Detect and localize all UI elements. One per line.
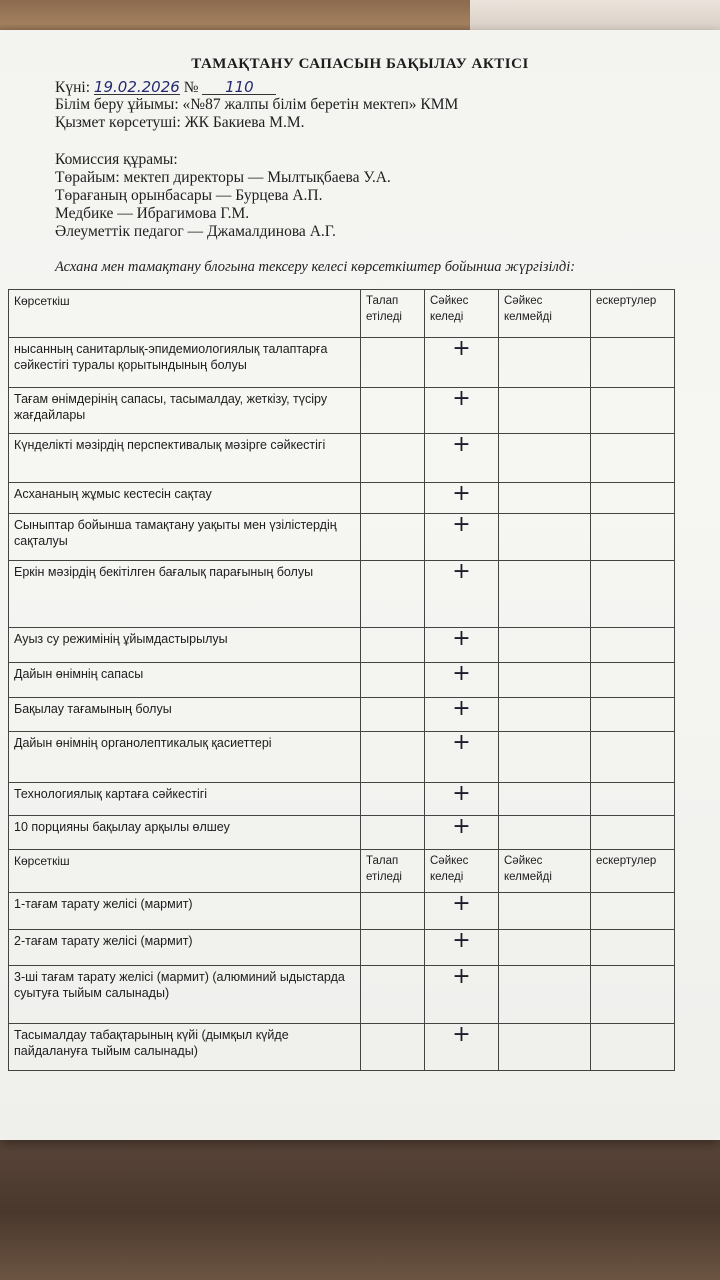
check-mark: + — [425, 816, 499, 850]
table-row — [9, 663, 675, 698]
indicator-label: Күнделікті мәзірдің перспективалық мәзірге сәйкестігі — [9, 434, 361, 483]
not-complies-cell — [499, 893, 591, 930]
notes-cell — [591, 628, 675, 663]
table-row — [9, 732, 675, 783]
required-cell — [361, 783, 425, 816]
not-complies-cell — [499, 338, 591, 388]
table-row — [9, 893, 675, 930]
table-row — [9, 434, 675, 483]
required-cell — [361, 434, 425, 483]
indicator-label: Бақылау тағамының болуы — [9, 698, 361, 732]
required-cell — [361, 483, 425, 514]
header-not-complies: Сәйкес келмейді — [499, 290, 591, 338]
indicator-label: 3-ші тағам тарату желісі (мармит) (алюминий ыдыстарда суытуға тыйым салынады) — [9, 966, 361, 1024]
notes-cell — [591, 514, 675, 561]
check-mark: + — [425, 930, 499, 966]
document-title: ТАМАҚТАНУ САПАСЫН БАҚЫЛАУ АКТІСІ — [191, 56, 529, 72]
not-complies-cell — [499, 663, 591, 698]
table-row — [9, 561, 675, 628]
notes-cell — [591, 663, 675, 698]
date-line — [55, 79, 276, 97]
commission-heading: Комиссия құрамы: — [55, 151, 178, 168]
indicator-label: 10 порцияны бақылау арқылы өлшеу — [9, 816, 361, 850]
table-row — [9, 628, 675, 663]
check-mark: + — [425, 732, 499, 783]
header-not-complies: Сәйкес келмейді — [499, 850, 591, 893]
required-cell — [361, 561, 425, 628]
header-complies: Сәйкес келеді — [425, 850, 499, 893]
header-indicator: Көрсеткіш — [9, 290, 361, 338]
notes-cell — [591, 816, 675, 850]
notes-cell — [591, 388, 675, 434]
header-notes: ескертулер — [591, 290, 675, 338]
check-mark: + — [425, 338, 499, 388]
required-cell — [361, 338, 425, 388]
table-row — [9, 514, 675, 561]
commission-member: Төрағаның орынбасары — Бурцева А.П. — [55, 187, 323, 204]
table-header-row — [9, 850, 675, 893]
required-cell — [361, 930, 425, 966]
check-mark: + — [425, 698, 499, 732]
required-cell — [361, 1024, 425, 1071]
required-cell — [361, 388, 425, 434]
check-mark: + — [425, 388, 499, 434]
table-row — [9, 816, 675, 850]
table-row — [9, 338, 675, 388]
commission-member: Төрайым: мектеп директоры — Мылтықбаева У.А. — [55, 169, 391, 186]
check-mark: + — [425, 561, 499, 628]
notes-cell — [591, 966, 675, 1024]
indicator-label: Сыныптар бойынша тамақтану уақыты мен үзілістердің сақталуы — [9, 514, 361, 561]
indicator-label: Ауыз су режимінің ұйымдастырылуы — [9, 628, 361, 663]
required-cell — [361, 732, 425, 783]
table-row — [9, 783, 675, 816]
required-cell — [361, 628, 425, 663]
indicator-label: Тағам өнімдерінің сапасы, тасымалдау, жеткізу, түсіру жағдайлары — [9, 388, 361, 434]
number-label: № — [183, 79, 199, 96]
commission-member: Әлеуметтік педагог — Джамалдинова А.Г. — [55, 223, 336, 240]
notes-cell — [591, 338, 675, 388]
not-complies-cell — [499, 483, 591, 514]
check-mark: + — [425, 966, 499, 1024]
indicator-label: Дайын өнімнің сапасы — [9, 663, 361, 698]
notes-cell — [591, 698, 675, 732]
table-row — [9, 966, 675, 1024]
background-desk-bottom — [0, 1130, 720, 1280]
required-cell — [361, 698, 425, 732]
date-label: Күні: — [55, 79, 90, 96]
notes-cell — [591, 434, 675, 483]
not-complies-cell — [499, 434, 591, 483]
indicator-label: Дайын өнімнің органолептикалық қасиеттері — [9, 732, 361, 783]
not-complies-cell — [499, 966, 591, 1024]
indicator-label: 2-тағам тарату желісі (мармит) — [9, 930, 361, 966]
notes-cell — [591, 1024, 675, 1071]
table-row — [9, 483, 675, 514]
check-mark: + — [425, 434, 499, 483]
check-mark: + — [425, 628, 499, 663]
not-complies-cell — [499, 388, 591, 434]
not-complies-cell — [499, 628, 591, 663]
check-mark: + — [425, 663, 499, 698]
table-row — [9, 1024, 675, 1071]
check-mark: + — [425, 483, 499, 514]
not-complies-cell — [499, 930, 591, 966]
not-complies-cell — [499, 816, 591, 850]
table-row — [9, 388, 675, 434]
inspection-intro: Асхана мен тамақтану блогына тексеру келесі көрсеткіштер бойынша жүргізілді: — [55, 259, 576, 275]
not-complies-cell — [499, 514, 591, 561]
check-mark: + — [425, 893, 499, 930]
table-row — [9, 698, 675, 732]
indicator-label: Технологиялық картаға сәйкестігі — [9, 783, 361, 816]
indicator-label: Асхананың жұмыс кестесін сақтау — [9, 483, 361, 514]
notes-cell — [591, 732, 675, 783]
number-value: 110 — [202, 80, 276, 95]
table-header-row — [9, 290, 675, 338]
notes-cell — [591, 783, 675, 816]
check-mark: + — [425, 783, 499, 816]
notes-cell — [591, 561, 675, 628]
header-required: Талап етіледі — [361, 290, 425, 338]
notes-cell — [591, 483, 675, 514]
not-complies-cell — [499, 732, 591, 783]
check-mark: + — [425, 1024, 499, 1071]
organization-line: Білім беру ұйымы: «№87 жалпы білім беретін мектеп» КММ — [55, 96, 459, 113]
not-complies-cell — [499, 698, 591, 732]
required-cell — [361, 893, 425, 930]
not-complies-cell — [499, 783, 591, 816]
provider-line: Қызмет көрсетуші: ЖК Бакиева М.М. — [55, 114, 305, 131]
header-indicator: Көрсеткіш — [9, 850, 361, 893]
header-notes: ескертулер — [591, 850, 675, 893]
table-row — [9, 930, 675, 966]
header-complies: Сәйкес келеді — [425, 290, 499, 338]
inspection-table — [8, 289, 675, 1071]
background-paper-edge — [470, 0, 720, 30]
indicator-label: Еркін мәзірдің бекітілген бағалық парағының болуы — [9, 561, 361, 628]
required-cell — [361, 514, 425, 561]
check-mark: + — [425, 514, 499, 561]
commission-member: Медбике — Ибрагимова Г.М. — [55, 205, 250, 222]
notes-cell — [591, 893, 675, 930]
header-required: Талап етіледі — [361, 850, 425, 893]
required-cell — [361, 663, 425, 698]
not-complies-cell — [499, 561, 591, 628]
indicator-label: нысанның санитарлық-эпидемиологиялық талаптарға сәйкестігі туралы қорытындының болуы — [9, 338, 361, 388]
indicator-label: Тасымалдау табақтарының күйі (дымқыл күйде пайдалануға тыйым салынады) — [9, 1024, 361, 1071]
not-complies-cell — [499, 1024, 591, 1071]
date-value: 19.02.2026 — [93, 78, 180, 96]
notes-cell — [591, 930, 675, 966]
required-cell — [361, 966, 425, 1024]
indicator-label: 1-тағам тарату желісі (мармит) — [9, 893, 361, 930]
required-cell — [361, 816, 425, 850]
